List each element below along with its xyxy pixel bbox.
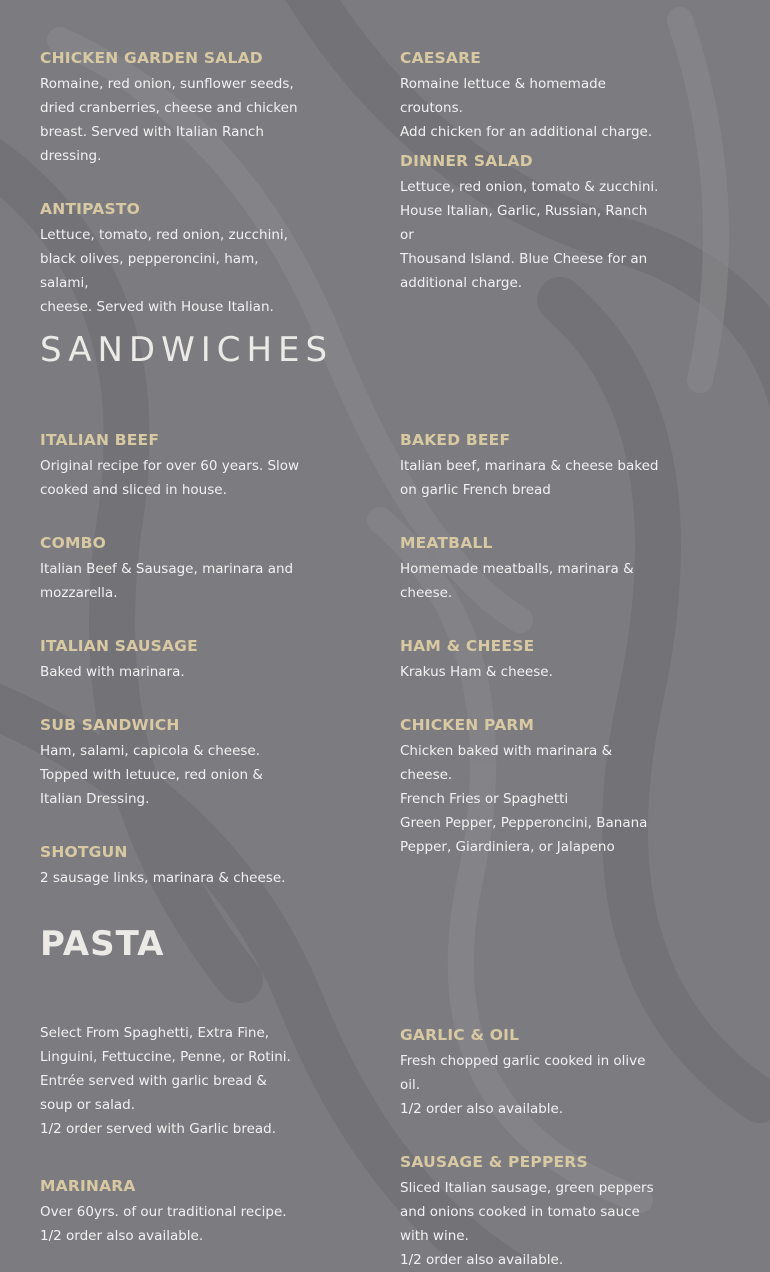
item-description: Romaine, red onion, sunflower seeds, dried cranberries, cheese and chicken breast. Served with Italian Ranch dressing. [40, 76, 298, 164]
item-name: CHICKEN GARDEN SALAD [40, 49, 263, 67]
menu-item [400, 430, 665, 502]
menu-item [40, 715, 305, 811]
item-description: Ham, salami, capicola & cheese. Topped with letuuce, red onion & Italian Dressing. [40, 743, 263, 807]
menu-item [400, 151, 665, 295]
item-name: SAUSAGE & PEPPERS [400, 1153, 588, 1171]
item-name: HAM & CHEESE [400, 637, 535, 655]
item-name: DINNER SALAD [400, 152, 533, 170]
menu-item [400, 636, 665, 684]
item-description: Lettuce, red onion, tomato & zucchini. House Italian, Garlic, Russian, Ranch or Thousand Island. Blue Cheese for an additional charge. [400, 179, 659, 291]
item-description: Sliced Italian sausage, green peppers and onions cooked in tomato sauce with wine. 1/2 order also available. [400, 1180, 654, 1268]
item-description: Romaine lettuce & homemade croutons. Add chicken for an additional charge. [400, 76, 653, 140]
section-title-sandwiches: SANDWICHES [40, 330, 334, 370]
item-description: Fresh chopped garlic cooked in olive oil. 1/2 order also available. [400, 1053, 646, 1117]
item-description: Italian Beef & Sausage, marinara and mozzarella. [40, 561, 294, 601]
item-description: Original recipe for over 60 years. Slow cooked and sliced in house. [40, 458, 300, 498]
item-name: SHOTGUN [40, 843, 128, 861]
item-name: CAESARE [400, 49, 482, 67]
menu-item [40, 842, 305, 890]
item-name: ITALIAN BEEF [40, 431, 160, 449]
item-name: SUB SANDWICH [40, 716, 180, 734]
item-name: COMBO [40, 534, 106, 552]
item-description: 2 sausage links, marinara & cheese. [40, 870, 286, 886]
menu-item [400, 1025, 665, 1121]
item-description: Over 60yrs. of our traditional recipe. 1/2 order also available. [40, 1204, 287, 1244]
menu-item [40, 533, 305, 605]
item-description: Baked with marinara. [40, 664, 185, 680]
item-name: CHICKEN PARM [400, 716, 535, 734]
menu-item [400, 715, 665, 859]
item-name: BAKED BEEF [400, 431, 511, 449]
pasta-intro [40, 1021, 305, 1141]
menu-item [400, 1152, 665, 1272]
item-description: Lettuce, tomato, red onion, zucchini, black olives, pepperoncini, ham, salami, cheese. Served with House Italian. [40, 227, 288, 315]
menu-item [40, 199, 305, 319]
item-name: GARLIC & OIL [400, 1026, 520, 1044]
item-description: Italian beef, marinara & cheese baked on garlic French bread [400, 458, 659, 498]
menu-item [400, 48, 665, 144]
menu-item [40, 430, 305, 502]
menu-item [40, 1176, 305, 1248]
item-description: Krakus Ham & cheese. [400, 664, 553, 680]
item-name: ITALIAN SAUSAGE [40, 637, 198, 655]
menu-item [40, 636, 305, 684]
item-name: MARINARA [40, 1177, 136, 1195]
pasta-intro-text: Select From Spaghetti, Extra Fine, Linguini, Fettuccine, Penne, or Rotini. Entrée served with garlic bread & soup or salad. 1/2 order served with Garlic bread. [40, 1025, 291, 1137]
section-title-pasta: PASTA [40, 924, 165, 964]
menu-item [40, 48, 305, 168]
item-name: MEATBALL [400, 534, 493, 552]
item-description: Homemade meatballs, marinara & cheese. [400, 561, 634, 601]
menu-item [400, 533, 665, 605]
item-description: Chicken baked with marinara & cheese. French Fries or Spaghetti Green Pepper, Pepperoncini, Banana Pepper, Giardiniera, or Jalapeno [400, 743, 648, 855]
item-name: ANTIPASTO [40, 200, 140, 218]
